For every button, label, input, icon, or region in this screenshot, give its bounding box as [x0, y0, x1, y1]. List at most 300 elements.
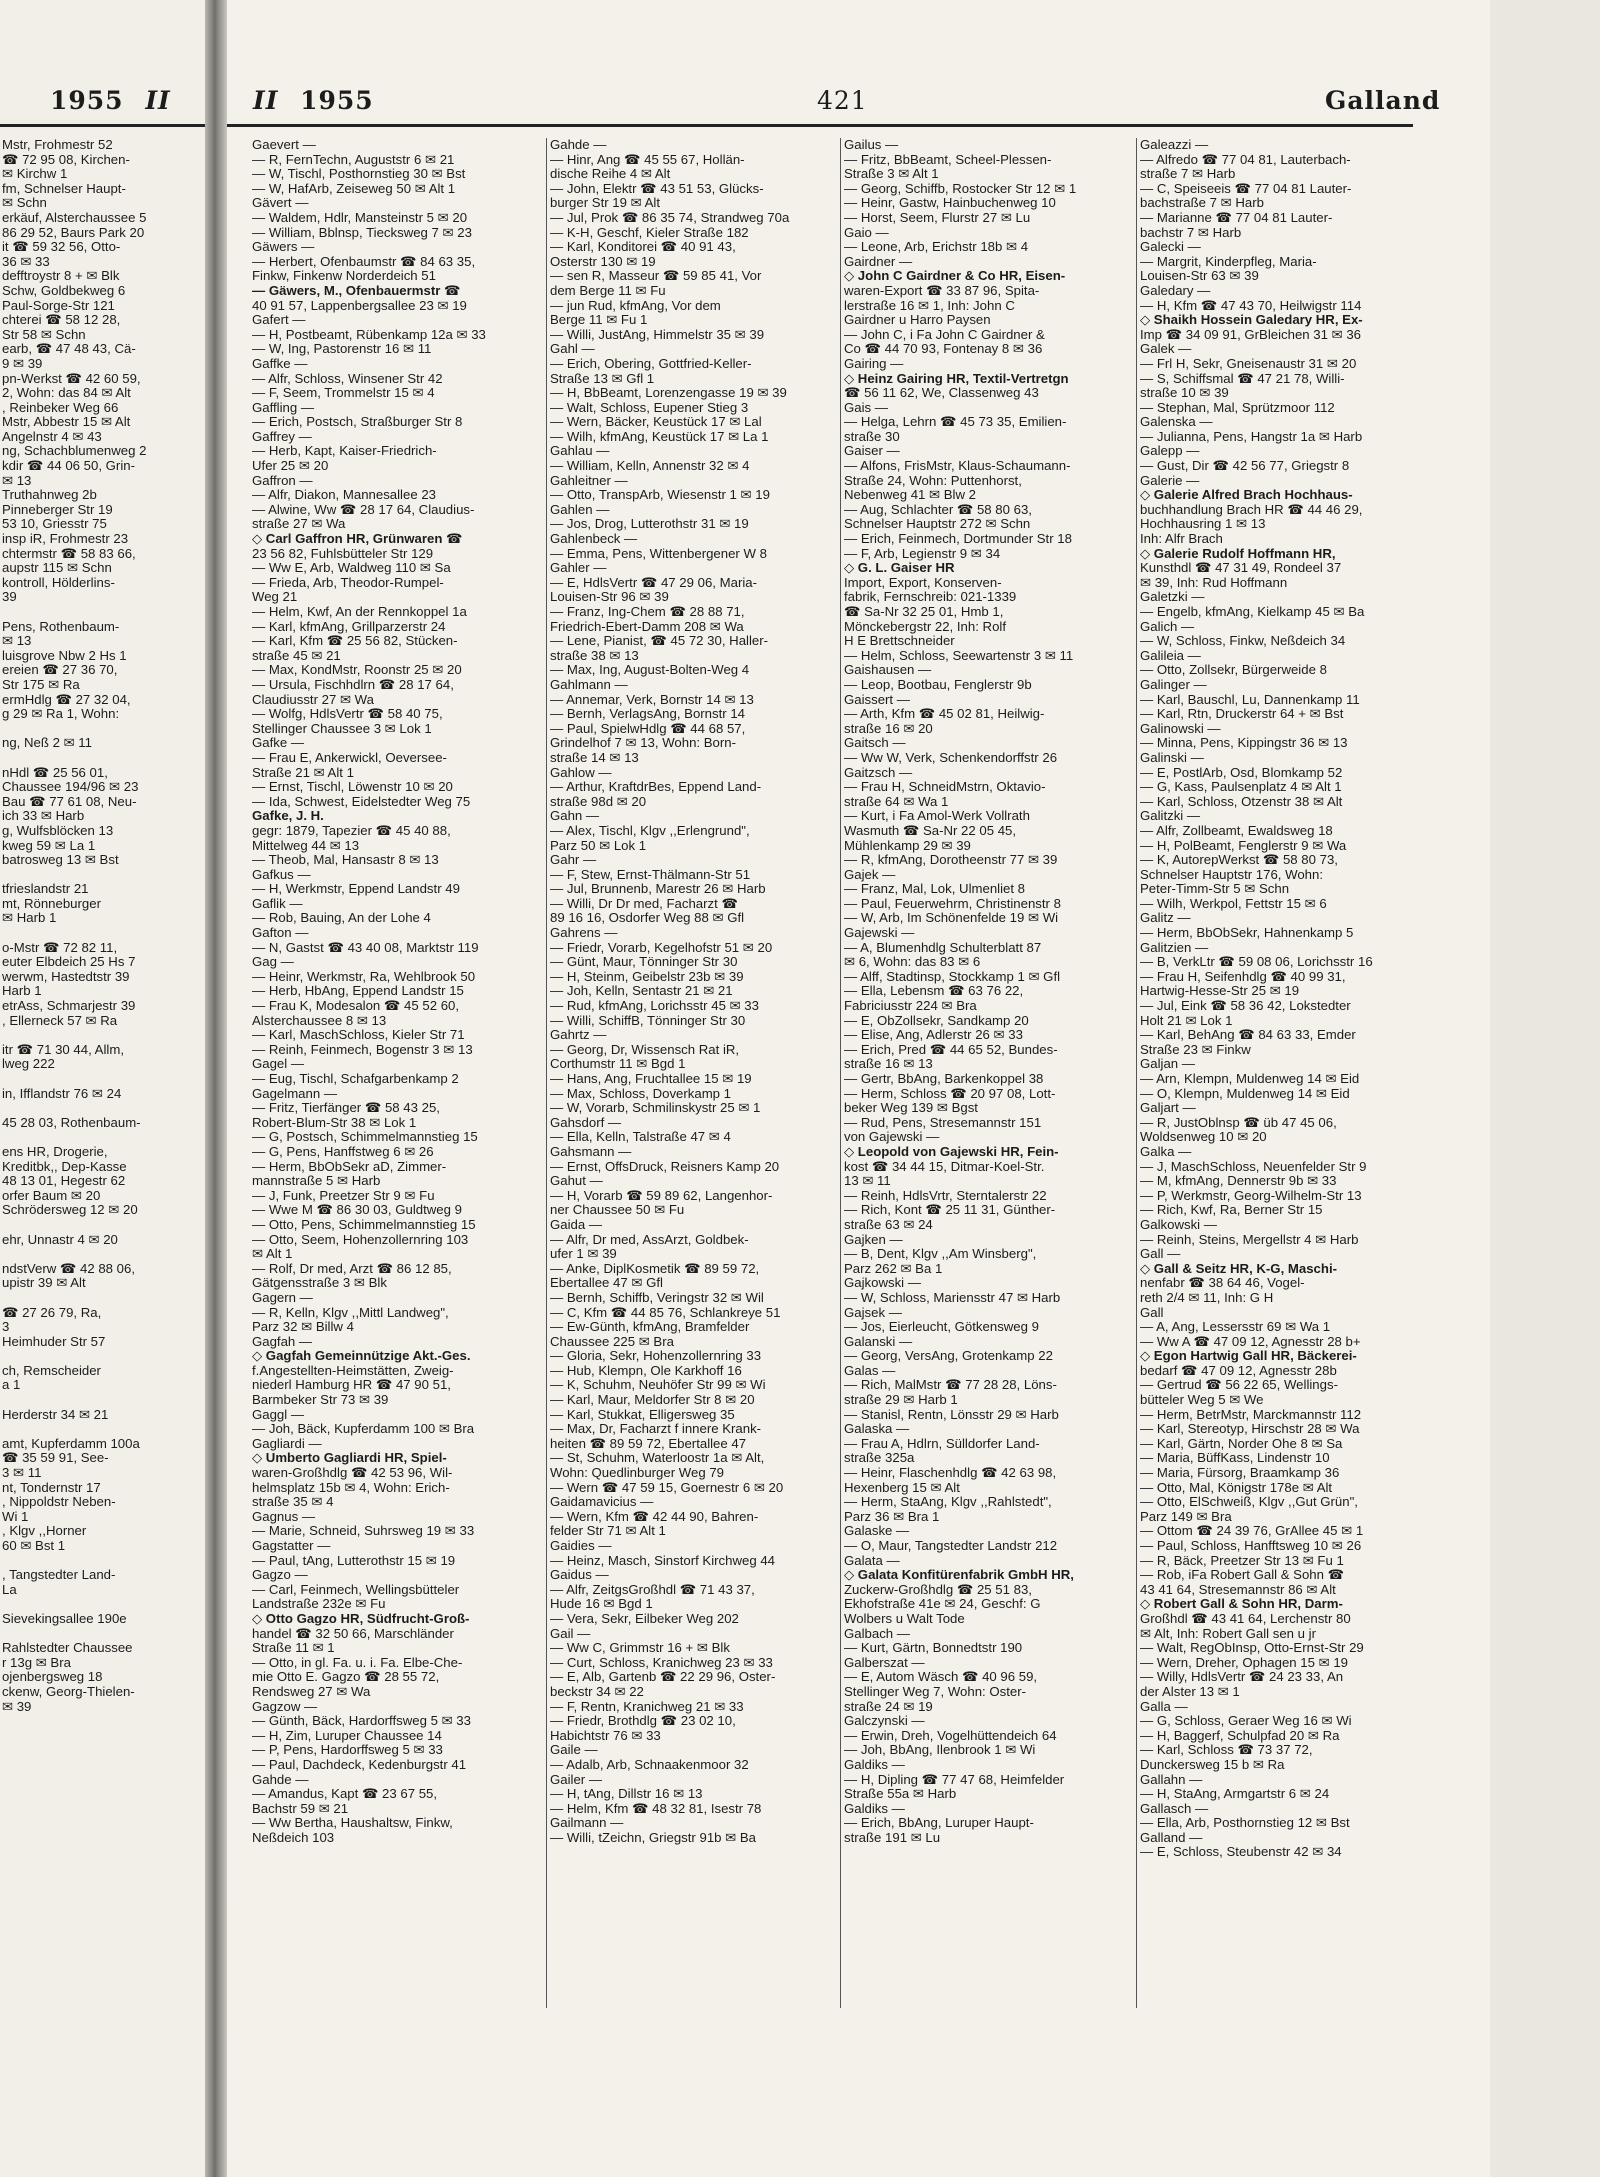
directory-entry-line: straße 29 ✉ Harb 1 [844, 1393, 958, 1408]
directory-entry-line: — W, Schloss, Mariensstr 47 ✉ Harb [844, 1290, 1061, 1305]
directory-entry-line: — Otto, Pens, Schimmelmannstieg 15 [252, 1217, 476, 1232]
directory-entry-line: — Adalb, Arb, Schnaakenmoor 32 [550, 1757, 749, 1772]
directory-entry-line: Gaggl — [252, 1407, 305, 1422]
directory-entry-line: bedarf ☎ 47 09 12, Agnesstr 28b [1140, 1363, 1337, 1378]
directory-entry-line: — Frau K, Modesalon ☎ 45 52 60, [252, 999, 460, 1014]
directory-entry-line: straße 64 ✉ Wa 1 [844, 794, 949, 809]
directory-entry-line: — Hub, Klempn, Ole Karkhoff 16 [550, 1363, 742, 1378]
directory-entry-line: Kreditbk,, Dep-Kasse [2, 1159, 127, 1174]
directory-entry-line: Galetzki — [1140, 590, 1205, 605]
directory-entry-line: — W, Tischl, Posthornstieg 30 ✉ Bst [252, 167, 466, 182]
directory-entry-line: Gaishausen — [844, 663, 932, 678]
column-divider-2 [840, 138, 841, 2008]
directory-entry-line: ermHdlg ☎ 27 32 04, [2, 692, 131, 707]
directory-entry-line: — Willi, Dr Dr med, Facharzt ☎ [550, 896, 738, 911]
directory-entry-line: — Karl, Kfm ☎ 25 56 82, Stücken- [252, 634, 458, 649]
directory-entry-line: Schrödersweg 12 ✉ 20 [2, 1203, 138, 1218]
directory-entry-line: ✉ 13 [2, 473, 32, 488]
directory-entry-line: Mstr, Abbestr 15 ✉ Alt [2, 415, 131, 430]
directory-entry-line: — Otto, TranspArb, Wiesenstr 1 ✉ 19 [550, 488, 770, 503]
directory-entry-line: ufer 1 ✉ 39 [550, 1247, 617, 1262]
directory-entry-line: Gaissert — [844, 692, 910, 707]
directory-entry-line: — Ella, Arb, Posthornstieg 12 ✉ Bst [1140, 1816, 1350, 1831]
directory-entry-line: Gahleitner — [550, 473, 628, 488]
directory-entry-line: 86 29 52, Baurs Park 20 [2, 225, 145, 240]
directory-entry-line: Galberszat — [844, 1655, 925, 1670]
directory-entry-line: — Kurt, Gärtn, Bonnedtstr 190 [844, 1641, 1023, 1656]
directory-entry-line: Gairing — [844, 356, 904, 371]
directory-column-2 [550, 138, 837, 1845]
directory-entry-line: ndstVerw ☎ 42 88 06, [2, 1261, 135, 1276]
directory-entry-line: Gafke — [252, 736, 305, 751]
directory-entry-line: — G, Schloss, Geraer Weg 16 ✉ Wi [1140, 1714, 1352, 1729]
directory-entry-line: — Wern, Kfm ☎ 42 44 90, Bahren- [550, 1509, 759, 1524]
directory-entry-line: — H, Vorarb ☎ 59 89 62, Langenhor- [550, 1188, 773, 1203]
directory-entry-line: — E, PostlArb, Osd, Blomkamp 52 [1140, 765, 1343, 780]
directory-entry-line: kontroll, Hölderlins- [2, 575, 115, 590]
directory-entry-line: Gäwers — [252, 240, 315, 255]
directory-entry-line: — Günt, Maur, Tönninger Str 30 [550, 955, 738, 970]
directory-entry-line: Truthahnweg 2b [2, 488, 97, 503]
directory-entry-line: — Marianne ☎ 77 04 81 Lauter- [1140, 210, 1333, 225]
directory-entry-line: Gahde — [550, 138, 607, 152]
directory-entry-line: — E, HdlsVertr ☎ 47 29 06, Maria- [550, 575, 757, 590]
directory-entry-line: — Margrit, Kinderpfleg, Maria- [1140, 254, 1317, 269]
directory-entry-line: ✉ Alt 1 [252, 1247, 293, 1262]
directory-entry-line: — P, Werkmstr, Georg-Wilhelm-Str 13 [1140, 1188, 1362, 1203]
directory-entry-line: Galecki — [1140, 240, 1201, 255]
directory-entry-line: — Erich, Postsch, Straßburger Str 8 [252, 415, 463, 430]
directory-entry-line: — Max, KondMstr, Roonstr 25 ✉ 20 [252, 663, 462, 678]
directory-entry-line: Gaffke — [252, 356, 308, 371]
directory-entry-line: — H, tAng, Dillstr 16 ✉ 13 [550, 1787, 703, 1802]
directory-entry-line: Gätgensstraße 3 ✉ Blk [252, 1276, 387, 1291]
directory-entry-line: Galjan — [1140, 1057, 1195, 1072]
right-header-section: II [253, 86, 279, 115]
directory-entry-line: — Ernst, OffsDruck, Reisners Kamp 20 [550, 1159, 780, 1174]
directory-entry-line: — R, Kelln, Klgv ,,Mittl Landweg", [252, 1305, 449, 1320]
directory-entry-line: , Nippoldstr Neben- [2, 1495, 116, 1510]
directory-entry-line [2, 1393, 200, 1408]
directory-entry-line: — Ursula, Fischhdlrn ☎ 28 17 64, [252, 677, 454, 692]
directory-entry-line: Ebertallee 47 ✉ Gfl [550, 1276, 663, 1291]
directory-entry-line: — H, Baggerf, Schulpfad 20 ✉ Ra [1140, 1728, 1340, 1743]
directory-entry-line: ✉ Schn [2, 196, 47, 211]
directory-entry-line: Gall [1140, 1305, 1164, 1320]
directory-entry-line: Gafton — [252, 926, 309, 941]
directory-entry-line: — Rolf, Dr med, Arzt ☎ 86 12 85, [252, 1261, 452, 1276]
directory-entry-line: Gahlen — [550, 502, 610, 517]
directory-entry-line: — Wern ☎ 47 59 15, Goernestr 6 ✉ 20 [550, 1480, 784, 1495]
directory-entry-line: — Heinr, Werkmstr, Ra, Wehlbrook 50 [252, 969, 476, 984]
directory-entry-line: chtermstr ☎ 58 83 66, [2, 546, 136, 561]
directory-entry-line: — Gertrud ☎ 56 22 65, Wellings- [1140, 1378, 1338, 1393]
directory-entry-line: Gahsmann — [550, 1144, 632, 1159]
directory-entry-line: — Kurt, i Fa Amol-Werk Vollrath [844, 809, 1030, 824]
directory-entry-line: Galczynski — [844, 1714, 925, 1729]
directory-entry-line: Louisen-Str 96 ✉ 39 [550, 590, 669, 605]
directory-entry-line: Paul-Sorge-Str 121 [2, 298, 115, 313]
directory-entry-line: Straße 23 ✉ Finkw [1140, 1042, 1251, 1057]
directory-entry-line: — Karl, Rtn, Druckerstr 64 + ✉ Bst [1140, 707, 1344, 722]
directory-entry-line: — Ida, Schwest, Eidelstedter Weg 75 [252, 794, 471, 809]
directory-entry-line: Großhdl ☎ 43 41 64, Lerchenstr 80 [1140, 1611, 1351, 1626]
directory-entry-line: — Fritz, BbBeamt, Scheel-Plessen- [844, 152, 1052, 167]
directory-entry-line: — Herm, BetrMstr, Marckmannstr 112 [1140, 1407, 1362, 1422]
directory-entry-line: 39 [2, 590, 17, 605]
directory-entry-line: — Rob, iFa Robert Gall & Sohn ☎ [1140, 1568, 1345, 1583]
directory-entry-line: — Frau E, Ankerwickl, Oeversee- [252, 750, 447, 765]
directory-entry-line: Pinneberger Str 19 [2, 502, 113, 517]
directory-entry-line: — K, Schuhm, Neuhöfer Str 99 ✉ Wi [550, 1378, 766, 1393]
directory-entry-line: — Reinh, HdlsVrtr, Sterntalerstr 22 [844, 1188, 1047, 1203]
directory-entry-line: — Alfr, ZeitgsGroßhdl ☎ 71 43 37, [550, 1582, 755, 1597]
directory-entry-line: — H, Postbeamt, Rübenkamp 12a ✉ 33 [252, 327, 486, 342]
directory-entry-line: — Carl, Feinmech, Wellingsbütteler [252, 1582, 460, 1597]
directory-entry-line: — Hinr, Ang ☎ 45 55 67, Hollän- [550, 152, 745, 167]
directory-entry-line: Gailus — [844, 138, 899, 152]
directory-entry-line: — B, Dent, Klgv ,,Am Winsberg", [844, 1247, 1037, 1262]
directory-entry-line: , Tangstedter Land- [2, 1568, 116, 1583]
directory-entry-line: ✉ Alt, Inh: Robert Gall sen u jr [1140, 1626, 1316, 1641]
directory-entry-line [2, 1130, 200, 1145]
left-header-section: II [145, 86, 171, 115]
directory-entry-line: straße 27 ✉ Wa [252, 517, 346, 532]
directory-entry-line: ch, Remscheider [2, 1363, 101, 1378]
directory-entry-line: — Paul, Schloss, Hanfftsweg 10 ✉ 26 [1140, 1539, 1362, 1553]
directory-entry-line [2, 1028, 200, 1043]
directory-entry-line: — Ww Bertha, Haushaltsw, Finkw, [252, 1816, 453, 1831]
directory-entry-line: Gävert — [252, 196, 309, 211]
directory-entry-line: — B, VerkLtr ☎ 59 08 06, Lorichsstr 16 [1140, 955, 1373, 970]
directory-entry-line: Parz 50 ✉ Lok 1 [550, 838, 647, 853]
directory-entry-line: — Wilh, Werkpol, Fettstr 15 ✉ 6 [1140, 896, 1327, 911]
directory-entry-line [2, 605, 200, 620]
directory-entry-line: Straße 13 ✉ Gfl 1 [550, 371, 655, 386]
right-page [227, 0, 1600, 2177]
directory-entry-line: Harb 1 [2, 984, 42, 999]
directory-entry-line: Hexenberg 15 ✉ Alt [844, 1480, 960, 1495]
directory-entry-line: Gagliardi — [252, 1436, 322, 1451]
directory-entry-line: Alsterchaussee 8 ✉ 13 [252, 1013, 387, 1028]
directory-entry-line: chterei ☎ 58 12 28, [2, 313, 121, 328]
directory-entry-line: Gaidies — [550, 1539, 612, 1553]
directory-entry-line: erkäuf, Alsterchaussee 5 [2, 210, 147, 225]
directory-entry-line: Mönckebergstr 22, Inh: Rolf [844, 619, 1006, 634]
directory-entry-line: lerstraße 16 ✉ 1, Inh: John C [844, 298, 1015, 313]
directory-entry-line: Galland — [1140, 1830, 1203, 1845]
directory-entry-line: Nebenweg 41 ✉ Blw 2 [844, 488, 977, 503]
directory-entry-line: — H, Werkmstr, Eppend Landstr 49 [252, 882, 460, 897]
directory-entry-line: — Leop, Bootbau, Fenglerstr 9b [844, 677, 1032, 692]
directory-entry-line: — Emma, Pens, Wittenbergener W 8 [550, 546, 767, 561]
directory-entry-line: bachstr 7 ✉ Harb [1140, 225, 1242, 240]
directory-entry-line: — Otto, in gl. Fa. u. i. Fa. Elbe-Che- [252, 1655, 463, 1670]
directory-entry-line: — Ww W, Verk, Schenkendorffstr 26 [844, 750, 1058, 765]
directory-entry-line: Straße 24, Wohn: Puttenhorst, [844, 473, 1022, 488]
directory-entry-line: — W, Arb, Im Schönenfelde 19 ✉ Wi [844, 911, 1059, 926]
directory-entry-line: fm, Schnelser Haupt- [2, 181, 126, 196]
directory-entry-line: — P, Pens, Hardorffsweg 5 ✉ 33 [252, 1743, 443, 1758]
right-header-rule [227, 124, 1413, 127]
directory-entry-line: — Willi, tZeichn, Griegstr 91b ✉ Ba [550, 1830, 756, 1845]
directory-entry-line: — Franz, Ing-Chem ☎ 28 88 71, [550, 605, 745, 619]
directory-entry-line: Stellinger Weg 7, Wohn: Oster- [844, 1684, 1027, 1699]
directory-entry-line: — Herm, BbObSekr aD, Zimmer- [252, 1159, 447, 1174]
directory-entry-line: — Georg, VersAng, Grotenkamp 22 [844, 1349, 1053, 1364]
directory-entry-line: Galaske — [844, 1524, 910, 1539]
directory-entry-line: — Bernh, VerlagsAng, Bornstr 14 [550, 707, 745, 722]
directory-entry-line: straße 14 ✉ 13 [550, 750, 639, 765]
directory-entry-line: nHdl ☎ 25 56 01, [2, 765, 108, 780]
directory-entry-line: straße 16 ✉ 20 [844, 721, 933, 736]
directory-entry-line: Gailmann — [550, 1816, 624, 1831]
directory-entry-line: Chaussee 225 ✉ Bra [550, 1334, 674, 1349]
directory-entry-line: Parz 262 ✉ Ba 1 [844, 1261, 943, 1276]
directory-entry-line: Galitz — [1140, 911, 1191, 926]
directory-entry-line [2, 926, 200, 941]
directory-entry-line: — G, Pens, Hanffstweg 6 ✉ 26 [252, 1144, 434, 1159]
directory-entry-line: — W, HafArb, Zeiseweg 50 ✉ Alt 1 [252, 181, 456, 196]
directory-entry-line: straße 191 ✉ Lu [844, 1830, 941, 1845]
directory-entry-line: niederl Hamburg HR ☎ 47 90 51, [252, 1378, 451, 1393]
directory-entry-line: Gagern — [252, 1290, 313, 1305]
left-page-header [50, 86, 171, 115]
directory-entry-line: f.Angestellten-Heimstätten, Zweig- [252, 1363, 454, 1378]
directory-entry-line: Gahler — [550, 561, 607, 576]
directory-entry-line: Weg 21 [252, 590, 298, 605]
directory-entry-line: Gafkus — [252, 867, 311, 882]
running-head: Galland [1325, 86, 1441, 115]
directory-entry-line: Gajsek — [844, 1305, 902, 1320]
directory-entry-line: — Karl, Schloss ☎ 73 37 72, [1140, 1743, 1313, 1758]
directory-entry-line: 3 [2, 1320, 10, 1335]
directory-entry-line: ner Chaussee 50 ✉ Fu [550, 1203, 685, 1218]
directory-entry-line: ckenw, Georg-Thielen- [2, 1684, 135, 1699]
directory-entry-line [2, 1554, 200, 1569]
directory-entry-line: Gaio — [844, 225, 889, 240]
directory-entry-line: aupstr 115 ✉ Schn [2, 561, 112, 576]
directory-entry-line: — R, kfmAng, Dorotheenstr 77 ✉ 39 [844, 853, 1058, 868]
directory-entry-line: Gahr — [550, 853, 597, 868]
directory-entry-line: 23 56 82, Fuhlsbütteler Str 129 [252, 546, 434, 561]
directory-entry-line: Galbach — [844, 1626, 910, 1641]
directory-entry-line: Galileia — [1140, 648, 1201, 663]
directory-entry-line: — F, Arb, Legienstr 9 ✉ 34 [844, 546, 1001, 561]
directory-entry-line: Import, Export, Konserven- [844, 575, 1002, 590]
directory-entry-line: — Stephan, Mal, Sprützmoor 112 [1140, 400, 1335, 415]
directory-entry-line: der Alster 13 ✉ 1 [1140, 1684, 1240, 1699]
directory-entry-line: — Alfr, Schloss, Winsener Str 42 [252, 371, 443, 386]
directory-entry-line: — Rich, MalMstr ☎ 77 28 28, Löns- [844, 1378, 1057, 1393]
left-page [0, 0, 205, 2177]
directory-entry-line: kdir ☎ 44 06 50, Grin- [2, 459, 135, 474]
directory-entry-line: — Frieda, Arb, Theodor-Rumpel- [252, 575, 444, 590]
directory-entry-line: — Maria, BüffKass, Lindenstr 10 [1140, 1451, 1330, 1466]
directory-entry-line: — Herm, StaAng, Klgv ,,Rahlstedt", [844, 1495, 1052, 1510]
directory-entry-line: a 1 [2, 1378, 21, 1393]
directory-entry-line: — Max, Ing, August-Bolten-Weg 4 [550, 663, 750, 678]
directory-entry-line: — F, Stew, Ernst-Thälmann-Str 51 [550, 867, 751, 882]
directory-entry-line: Galaska — [844, 1422, 910, 1437]
directory-entry-line: 9 ✉ 39 [2, 356, 43, 371]
directory-entry-line: — Wwe M ☎ 86 30 03, Guldtweg 9 [252, 1203, 462, 1218]
directory-entry-line: Galenska — [1140, 415, 1213, 430]
directory-entry-line: — Reinh, Feinmech, Bogenstr 3 ✉ 13 [252, 1042, 473, 1057]
directory-entry-line: — K-H, Geschf, Kieler Straße 182 [550, 225, 749, 240]
directory-entry-line: — Vera, Sekr, Eilbeker Weg 202 [550, 1611, 739, 1626]
directory-entry-line: Galitzien — [1140, 940, 1209, 955]
directory-entry-line: Gallahn — [1140, 1772, 1203, 1787]
directory-entry-line: — Eug, Tischl, Schafgarbenkamp 2 [252, 1072, 459, 1086]
directory-entry-line: Bau ☎ 77 61 08, Neu- [2, 794, 137, 809]
directory-entry-line: — Walt, RegObInsp, Otto-Ernst-Str 29 [1140, 1641, 1364, 1656]
directory-entry-line: ◇ Robert Gall & Sohn HR, Darm- [1140, 1597, 1343, 1612]
directory-entry-line [2, 868, 200, 883]
directory-entry-line: Gaidamavicius — [550, 1495, 654, 1510]
directory-entry-line: itr ☎ 71 30 44, Allm, [2, 1042, 124, 1057]
directory-entry-line: — J, MaschSchloss, Neuenfelder Str 9 [1140, 1159, 1367, 1174]
directory-entry-line: ◇ Heinz Gairing HR, Textil-Vertretgn [844, 371, 1069, 386]
directory-entry-line: Grindelhof 7 ✉ 13, Wohn: Born- [550, 736, 737, 751]
column-divider-3 [1136, 138, 1137, 2008]
directory-entry-line: Straße 3 ✉ Alt 1 [844, 167, 939, 182]
directory-entry-line: Co ☎ 44 70 93, Fontenay 8 ✉ 36 [844, 342, 1043, 357]
directory-entry-line: ◇ Galerie Rudolf Hoffmann HR, [1140, 546, 1336, 561]
directory-entry-line: — Paul, Feuerwehrm, Christinenstr 8 [844, 896, 1061, 911]
directory-entry-line: Wasmuth ☎ Sa-Nr 22 05 45, [844, 823, 1017, 838]
directory-entry-line: — Gloria, Sekr, Hohenzollernring 33 [550, 1349, 762, 1364]
directory-entry-line: — Erich, Obering, Gottfried-Keller- [550, 356, 752, 371]
directory-entry-line: Gaffrey — [252, 429, 312, 444]
directory-entry-line: — Willi, SchiffB, Tönninger Str 30 [550, 1013, 746, 1028]
directory-entry-line: — Karl, Gärtn, Norder Ohe 8 ✉ Sa [1140, 1436, 1343, 1451]
directory-entry-line: bachstraße 7 ✉ Harb [1140, 196, 1264, 211]
directory-entry-line: Gagzow — [252, 1699, 318, 1714]
directory-entry-line: — Alfr, Zollbeamt, Ewaldsweg 18 [1140, 823, 1333, 838]
directory-entry-line: — H, StaAng, Armgartstr 6 ✉ 24 [1140, 1787, 1330, 1802]
directory-entry-line [2, 1247, 200, 1262]
directory-entry-line: — Karl, kfmAng, Grillparzerstr 24 [252, 619, 446, 634]
directory-entry-line: — Fritz, Tierfänger ☎ 58 43 25, [252, 1101, 440, 1116]
directory-entry-line: ereien ☎ 27 36 70, [2, 663, 118, 678]
right-header-year: 1955 [300, 86, 374, 115]
directory-entry-line: Corthumstr 11 ✉ Bgd 1 [550, 1057, 686, 1072]
directory-entry-line: Straße 21 ✉ Alt 1 [252, 765, 354, 780]
directory-entry-line: Gahlow — [550, 765, 612, 780]
directory-entry-line: — Erich, BbAng, Luruper Haupt- [844, 1816, 1034, 1831]
directory-entry-line: Gagelmann — [252, 1086, 338, 1101]
directory-entry-line: ◇ G. L. Gaiser HR [844, 561, 955, 576]
directory-entry-line: bütteler Weg 5 ✉ We [1140, 1393, 1264, 1408]
directory-entry-line: Habichtstr 76 ✉ 33 [550, 1728, 661, 1743]
directory-entry-line: — Heinr, Flaschenhdlg ☎ 42 63 98, [844, 1466, 1057, 1481]
directory-entry-line: straße 35 ✉ 4 [252, 1495, 334, 1510]
directory-entry-line: Gagzo — [252, 1568, 308, 1583]
directory-entry-line: dem Berge 11 ✉ Fu [550, 283, 666, 298]
directory-entry-line: Gairdner u Harro Paysen [844, 313, 991, 328]
directory-entry-line: — Erich, Pred ☎ 44 65 52, Bundes- [844, 1042, 1058, 1057]
directory-entry-line: — A, Ang, Lessersstr 69 ✉ Wa 1 [1140, 1320, 1331, 1335]
directory-entry-line: — H, PolBeamt, Fenglerstr 9 ✉ Wa [1140, 838, 1347, 853]
directory-entry-line: helmsplatz 15b ✉ 4, Wohn: Erich- [252, 1480, 450, 1495]
directory-entry-line: — sen R, Masseur ☎ 59 85 41, Vor [550, 269, 762, 284]
directory-entry-line: — Gertr, BbAng, Barkenkoppel 38 [844, 1072, 1044, 1086]
directory-entry-line: Finkw, Finkenw Norderdeich 51 [252, 269, 436, 284]
directory-entry-line: Gais — [844, 400, 888, 415]
directory-entry-line: straße 10 ✉ 39 [1140, 386, 1229, 401]
directory-entry-line: Wohn: Quedlinburger Weg 79 [550, 1466, 724, 1481]
directory-entry-line: — Herb, HbAng, Eppend Landstr 15 [252, 984, 464, 999]
directory-entry-line: Gailer — [550, 1772, 603, 1787]
directory-entry-line: ✉ Harb 1 [2, 911, 57, 926]
directory-entry-line: Galek — [1140, 342, 1192, 357]
directory-entry-line: — Stanisl, Rentn, Lönsstr 29 ✉ Harb [844, 1407, 1059, 1422]
directory-entry-line: r 13g ✉ Bra [2, 1655, 71, 1670]
directory-entry-line [2, 1597, 200, 1612]
directory-entry-line: — Ww A ☎ 47 09 12, Agnesstr 28 b+ [1140, 1334, 1361, 1349]
directory-entry-line: — Frl H, Sekr, Gneisenaustr 31 ✉ 20 [1140, 356, 1357, 371]
directory-entry-line: — Karl, Bauschl, Lu, Dannenkamp 11 [1140, 692, 1360, 707]
directory-entry-line: Rahlstedter Chaussee [2, 1641, 133, 1656]
directory-entry-line: — N, Gastst ☎ 43 40 08, Marktstr 119 [252, 940, 479, 955]
directory-entry-line: mie Otto E. Gagzo ☎ 28 55 72, [252, 1670, 440, 1685]
directory-entry-line: Gahrens — [550, 926, 618, 941]
directory-entry-line: kost ☎ 34 44 15, Ditmar-Koel-Str. [844, 1159, 1045, 1174]
directory-entry-line: 2, Wohn: das 84 ✉ Alt [2, 386, 131, 401]
directory-entry-line: — Arn, Klempn, Muldenweg 14 ✉ Eid [1140, 1072, 1360, 1086]
left-header-page: 1955 [50, 86, 124, 115]
directory-entry-line: Galkowski — [1140, 1217, 1217, 1232]
book-gutter [205, 0, 227, 2177]
directory-entry-line: Gall — [1140, 1247, 1181, 1262]
directory-entry-line: — Karl, Konditorei ☎ 40 91 43, [550, 240, 736, 255]
directory-entry-line: ◇ Shaikh Hossein Galedary HR, Ex- [1140, 313, 1363, 328]
directory-entry-line: — Max, Schloss, Doverkamp 1 [550, 1086, 732, 1101]
directory-entry-line: — St, Schuhm, Waterloostr 1a ✉ Alt, [550, 1451, 765, 1466]
directory-entry-line: Hochhausring 1 ✉ 13 [1140, 517, 1266, 532]
directory-entry-line: insp iR, Frohmestr 23 [2, 532, 129, 547]
directory-entry-line: amt, Kupferdamm 100a [2, 1436, 140, 1451]
directory-entry-line: — Engelb, kfmAng, Kielkamp 45 ✉ Ba [1140, 605, 1365, 619]
directory-entry-line: Osterstr 130 ✉ 19 [550, 254, 656, 269]
directory-entry-line: Gahsdorf — [550, 1115, 622, 1130]
directory-entry-line: straße 7 ✉ Harb [1140, 167, 1236, 182]
directory-entry-line: pn-Werkst ☎ 42 60 59, [2, 371, 141, 386]
directory-entry-line: Galedary — [1140, 283, 1211, 298]
directory-entry-line: batrosweg 13 ✉ Bst [2, 853, 119, 868]
directory-entry-line: Hartwig-Hesse-Str 25 ✉ 19 [1140, 984, 1300, 999]
directory-entry-line: — Jul, Eink ☎ 58 36 42, Lokstedter [1140, 999, 1351, 1014]
directory-entry-line: Friedrich-Ebert-Damm 208 ✉ Wa [550, 619, 744, 634]
directory-entry-line: heiten ☎ 89 59 72, Ebertallee 47 [550, 1436, 747, 1451]
directory-entry-line: — O, Klempn, Muldenweg 14 ✉ Eid [1140, 1086, 1350, 1101]
directory-entry-line: Gahn — [550, 809, 600, 824]
directory-entry-line: — Otto, Seem, Hohenzollernring 103 [252, 1232, 469, 1247]
directory-entry-line: — W, Vorarb, Schmilinskystr 25 ✉ 1 [550, 1101, 761, 1116]
directory-entry-line: — Elise, Ang, Adlerstr 26 ✉ 33 [844, 1028, 1023, 1043]
directory-entry-line: Galla — [1140, 1699, 1188, 1714]
directory-entry-line: — A, Blumenhdlg Schulterblatt 87 [844, 940, 1042, 955]
directory-entry-line: — Helga, Lehrn ☎ 45 73 35, Emilien- [844, 415, 1067, 430]
directory-entry-line: Gagstatter — [252, 1539, 331, 1553]
directory-entry-line: — Horst, Seem, Flurstr 27 ✉ Lu [844, 210, 1031, 225]
directory-entry-line: Galich — [1140, 619, 1195, 634]
directory-entry-line: — Paul, SpielwHdlg ☎ 44 68 57, [550, 721, 746, 736]
directory-entry-line: — Julianna, Pens, Hangstr 1a ✉ Harb [1140, 429, 1363, 444]
directory-entry-line: — M, kfmAng, Dennerstr 9b ✉ 33 [1140, 1174, 1337, 1189]
directory-entry-line: ✉ 39 [2, 1699, 32, 1714]
